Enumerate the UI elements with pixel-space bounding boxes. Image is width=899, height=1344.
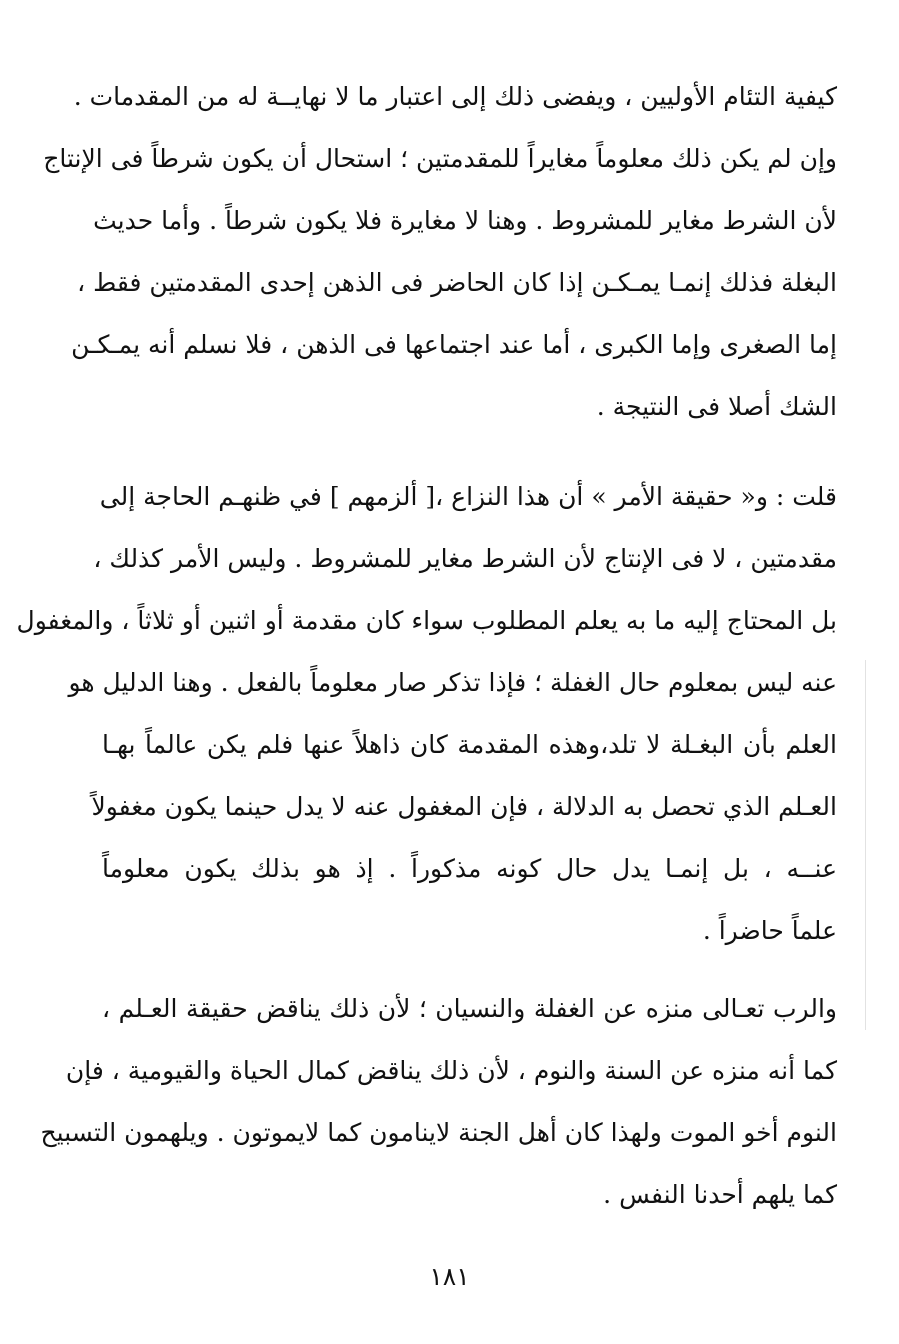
paragraph-2-line-7: عنــه ، بل إنمـا يدل حال كونه مذكوراً . إذ هو بذلك يكون معلوماً xyxy=(102,854,837,883)
paragraph-2-line-6: العـلم الذي تحصل به الدلالة ، فإن المغفول عنه لا يدل حينما يكون مغفولاً xyxy=(91,792,837,821)
paragraph-2-line-1: قلت : و« حقيقة الأمر » أن هذا النزاع ،[ ألزمهم ] في ظنهـم الحاجة إلى xyxy=(99,482,837,511)
paragraph-2-line-3: بل المحتاج إليه ما به يعلم المطلوب سواء كان مقدمة أو اثنين أو ثلاثاً ، والمغفول xyxy=(16,606,837,635)
paragraph-3 xyxy=(40,994,837,1244)
paragraph-2-line-8: علماً حاضراً . xyxy=(702,916,837,945)
paragraph-2-line-2: مقدمتين ، لا فى الإنتاج لأن الشرط مغاير للمشروط . وليس الأمر كذلك ، xyxy=(93,544,837,573)
margin-shadow xyxy=(865,660,866,1030)
paragraph-1-line-3: لأن الشرط مغاير للمشروط . وهنا لا مغايرة فلا يكون شرطاً . وأما حديث xyxy=(93,206,837,235)
paragraph-2 xyxy=(16,482,837,980)
paragraph-1-line-1: كيفية التئام الأوليين ، ويفضى ذلك إلى اعتبار ما لا نهايــة له من المقدمات . xyxy=(73,82,837,111)
paragraph-3-line-3: النوم أخو الموت ولهذا كان أهل الجنة لاينامون كما لايموتون . ويلهمون التسبيح xyxy=(40,1118,837,1147)
page-number: ١٨١ xyxy=(429,1262,470,1291)
paragraph-3-line-2: كما أنه منزه عن السنة والنوم ، لأن ذلك يناقض كمال الحياة والقيومية ، فإن xyxy=(65,1056,837,1085)
paragraph-1-line-6: الشك أصلا فى النتيجة . xyxy=(596,392,837,421)
paragraph-1 xyxy=(43,82,837,456)
paragraph-3-line-4: كما يلهم أحدنا النفس . xyxy=(603,1180,837,1209)
paragraph-2-line-4: عنه ليس بمعلوم حال الغفلة ؛ فإذا تذكر صار معلوماً بالفعل . وهنا الدليل هو xyxy=(68,668,837,697)
paragraph-3-line-1: والرب تعـالى منزه عن الغفلة والنسيان ؛ لأن ذلك يناقض حقيقة العـلم ، xyxy=(102,994,837,1023)
paragraph-1-line-5: إما الصغرى وإما الكبرى ، أما عند اجتماعها فى الذهن ، فلا نسلم أنه يمـكـن xyxy=(71,330,837,359)
paragraph-1-line-2: وإن لم يكن ذلك معلوماً مغايراً للمقدمتين ؛ استحال أن يكون شرطاً فى الإنتاج xyxy=(43,144,837,173)
paragraph-2-line-5: العلم بأن البغـلة لا تلد،وهذه المقدمة كان ذاهلاً عنها فلم يكن عالماً بهـا xyxy=(102,730,837,759)
paragraph-1-line-4: البغلة فذلك إنمـا يمـكـن إذا كان الحاضر فى الذهن إحدى المقدمتين فقط ، xyxy=(77,268,837,297)
